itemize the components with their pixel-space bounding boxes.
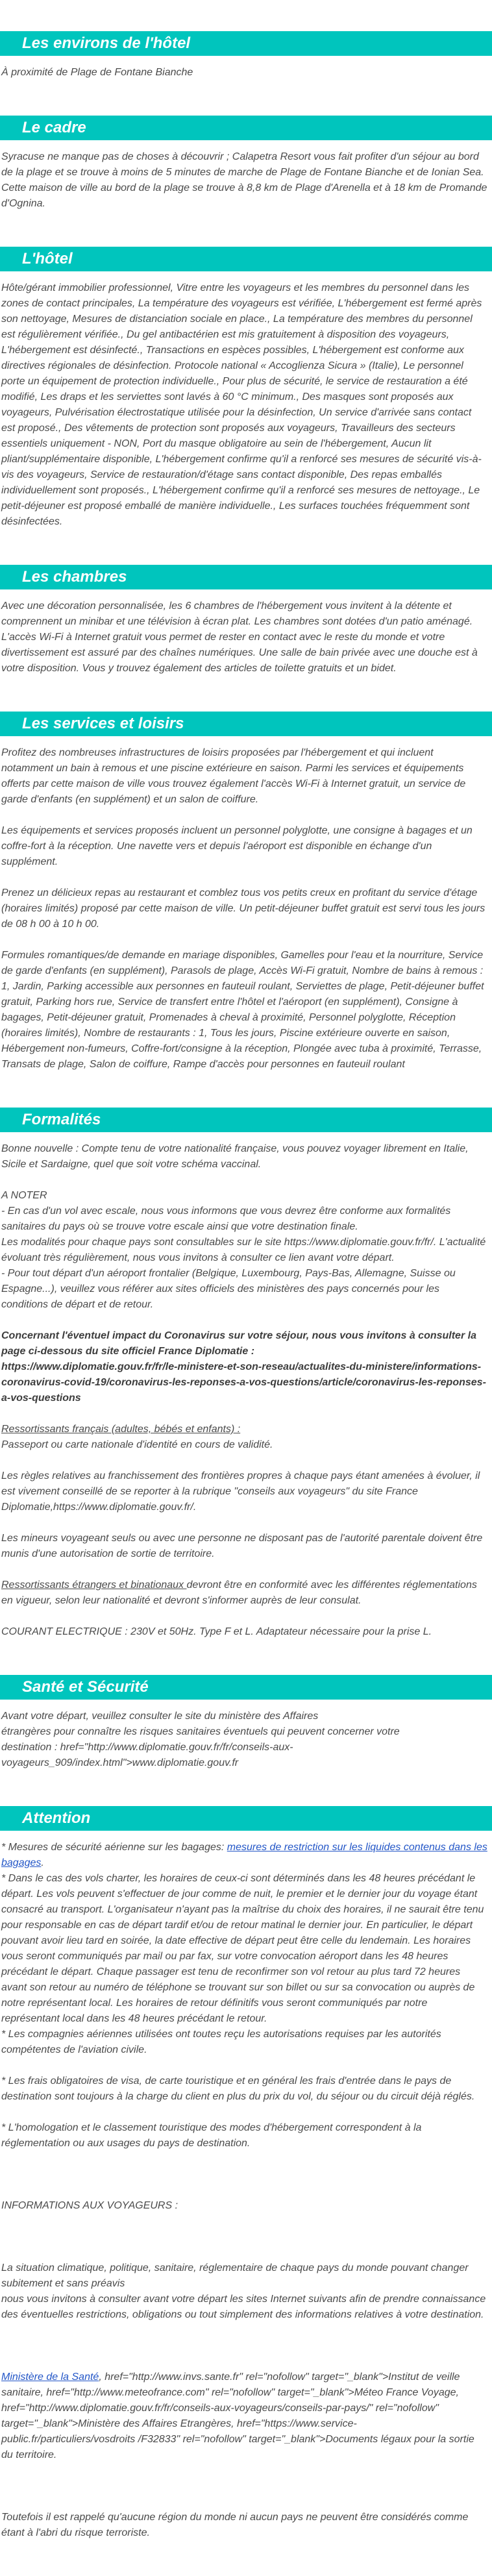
section-title: Les chambres [22,568,127,586]
paragraph [1,1624,488,1640]
paragraph [1,2027,488,2058]
paragraph [1,149,488,212]
text-run: Avant votre départ, veuillez consulter le site du ministère des Affaires [1,1711,319,1722]
text-run: Formules romantiques/de demande en mariage disponibles, Gamelles pour l'eau et la nourriture, Service de garde d'enfants (en supplément), Parasols de plage, Accès Wi-Fi gratuit, Nombre de bains à remous : 1, Jardin, Parking accessible aux personnes en fauteuil roulant, Serviettes de plage, Petit-déjeuner buffet gratuit, Parking hors rue, Service de transfert entre l'hôtel et l'aéroport (en supplément), Consigne à bagages, Petit-déjeuner gratuit, Promenades à cheval à proximité, Personnel polyglotte, Réception (horaires limités), Nombre de restaurants : 1, Tous les jours, Piscine extérieure ouverte en saison, Hébergement non-fumeurs, Coffre-fort/consigne à la réception, Plongée avec tuba à proximité, Terrasse, Transats de plage, Salon de coiffure, Rampe d'accès pour personnes en fauteuil roulant [1,950,484,1070]
paragraph [1,2292,488,2323]
paragraph [1,1871,488,2027]
section-le-cadre [0,116,492,212]
text-run: Les modalités pour chaque pays sont consultables sur le site https://www.diplomatie.gouv.fr/fr/. L'actualité évoluant très régulièrement, nous vous invitons à consulter ce lien avant votre départ. [1,1237,486,1263]
paragraph [1,2120,488,2151]
paragraph [1,2510,488,2541]
paragraph [1,745,488,808]
text-run: * Les frais obligatoires de visa, de carte touristique et en général les frais d'entrée dans le pays de destination sont toujours à la charge du client en plus du prix du vol, du séjour ou du circuit déjà réglés. [1,2075,475,2102]
text-link[interactable]: Ministère de la Santé [1,2372,99,2383]
text-run: - En cas d'un vol avec escale, nous vous informons que vous devrez être conforme aux formalités sanitaires du pays où se trouve votre escale ainsi que votre destination finale. [1,1206,451,1232]
section-title: Le cadre [22,119,86,136]
paragraph [1,1740,488,1771]
section-header-bar [0,116,492,140]
text-run: - Pour tout départ d'un aéroport frontalier (Belgique, Luxembourg, Pays-Bas, Allemagne, Suisse ou Espagne...), veuillez vous référer aux sites officiels des ministères des pays concernés pour les conditions de départ et de retour. [1,1268,456,1310]
text-run: * Dans le cas des vols charter, les horaires de ceux-ci sont déterminés dans les 48 heures précédant le départ. Les vols peuvent s'effectuer de jour comme de nuit, le premier et le dernier jour du voyage étant consacré au transport. L'organisateur n'ayant pas la maîtrise du choix des horaires, il ne saurait être tenu pour responsable en cas de départ tardif et/ou de retour matinal le dernier jour. En particulier, le départ pouvant avoir lieu tard en soirée, la date effective de départ peut être celle du lendemain. Les horaires vous seront communiqués par mail ou par fax, sur votre convocation aéroport dans les 48 heures précédant le départ. Chaque passager est tenu de reconfirmer son vol retour au plus tard 72 heures avant son retour au numéro de téléphone se trouvant sur son billet ou sur sa convocation ou auprès de notre représentant local. Les horaires de retour définitifs vous seront communiqués par notre représentant local dans les 48 heures précédant le retour. [1,1873,484,2024]
text-run: Prenez un délicieux repas au restaurant et comblez tous vos petits creux en profitant du service d'étage (horaires limités) proposé par cette maison de ville. Un petit-déjeuner buffet gratuit est servi tous les jours de 08 h 00 à 10 h 00. [1,887,486,930]
text-run: Les règles relatives au franchissement des frontières propres à chaque pays étant amenées à évoluer, il est vivement conseillé de se reporter à la rubrique "conseils aux voyageurs" du site France Diplomatie,https://www.diplomatie.gouv.fr/. [1,1470,480,1513]
paragraph [1,948,488,1072]
paragraph [1,1266,488,1313]
section-content [0,56,492,80]
text-run: A NOTER [1,1190,47,1201]
paragraph [1,599,488,676]
section-les-services-et-loisirs [0,712,492,1072]
paragraph [1,1204,488,1235]
section-content [0,736,492,1072]
section-title: Santé et Sécurité [22,1678,149,1696]
section-content [0,271,492,530]
paragraph [1,280,488,530]
text-run: Profitez des nombreuses infrastructures de loisirs proposées par l'hébergement et qui incluent notamment un bain à remous et une piscine extérieure en saison. Parmi les services et équipements offerts par cette maison de ville vous trouvez également l'accès Wi-Fi à Internet gratuit, un service de garde d'enfants (en supplément) et un salon de coiffure. [1,747,466,805]
section-title: Attention [22,1809,91,1827]
paragraph [1,1709,488,1724]
text-run: étrangères pour connaître les risques sanitaires éventuels qui peuvent concerner votre [1,1726,400,1737]
text-run: * Mesures de sécurité aérienne sur les bagages: [1,1842,227,1853]
paragraph [1,1531,488,1562]
section-header-bar [0,712,492,736]
paragraph [1,1724,488,1740]
section-les-environs-de-l-hotel [0,31,492,80]
paragraph [1,1188,488,1204]
section-title: Les environs de l'hôtel [22,34,191,52]
paragraph [1,1235,488,1266]
text-run: Hôte/gérant immobilier professionnel, Vitre entre les voyageurs et les membres du personnel dans les zones de contact principales, La température des voyageurs est vérifiée, L'hébergement est fermé après son nettoyage, Mesures de distanciation sociale en place., La température des membres du personnel est régulièrement vérifiée., Du gel antibactérien est mis gratuitement à disposition des voyageurs, L'hébergement est désinfecté., Transactions en espèces possibles, L'hébergement est conforme aux directives régionales de désinfection. Protocole national « Accoglienza Sicura » (Italie), Le personnel porte un équipement de protection individuelle., Pour plus de sécurité, le service de restauration a été modifié, Les draps et les serviettes sont lavés à 60 °C minimum., Des masques sont proposés aux voyageurs, Pulvérisation électrostatique utilisée pour la désinfection, Un service d'arrivée sans contact est proposé., Des vêtements de protection sont proposés aux voyageurs, Travailleurs des secteurs essentiels uniquement - NON, Port du masque obligatoire au sein de l'hébergement, Aucun lit pliant/supplémentaire disponible, L'hébergement confirme qu'il a renforcé ses mesures de sécurité vis-à-vis des voyageurs, Service de restauration/d'étage sans contact disponible, Des repas emballés individuellement sont proposés., L'hébergement confirme qu'il a renforcé ses mesures de nettoyage., Le petit-déjeuner est proposé emballé de manière individuelle., Les surfaces touchées fréquemment sont désinfectées. [1,282,482,527]
paragraph [1,1422,488,1437]
text-run: Les équipements et services proposés incluent un personnel polyglotte, une consigne à bagages et un coffre-fort à la réception. Une navette vers et depuis l'aéroport est disponible en échange d'un supplément. [1,825,473,867]
paragraph [1,886,488,932]
paragraph [1,1468,488,1515]
text-run: À proximité de Plage de Fontane Bianche [1,67,193,78]
paragraph [1,1840,488,1871]
text-run: Les mineurs voyageant seuls ou avec une personne ne disposant pas de l'autorité parentale doivent être munis d'une autorisation de sortie de territoire. [1,1533,483,1559]
text-run: * L'homologation et le classement touristique des modes d'hébergement correspondent à la réglementation ou aux usages du pays de destination. [1,2122,422,2149]
paragraph [1,1328,488,1359]
paragraph [1,1437,488,1453]
section-header-bar [0,565,492,589]
section-content [0,1132,492,1640]
section-sante-et-securite [0,1675,492,1771]
text-run: Syracuse ne manque pas de choses à découvrir ; Calapetra Resort vous fait profiter d'un séjour au bord de la plage et se trouve à moins de 5 minutes de marche de Plage de Fontane Bianche et de Ionian Sea. Cette maison de ville au bord de la plage se trouve à 8,8 km de Plage d'Arenella et à 18 km de Promande d'Ognina. [1,151,487,209]
section-attention [0,1806,492,2541]
section-formalites [0,1108,492,1640]
text-run: Avec une décoration personnalisée, les 6 chambres de l'hébergement vous invitent à la détente et comprennent un minibar et une télévision à écran plat. Les chambres sont dotées d'un patio aménagé. L'accès Wi-Fi à Internet gratuit vous permet de rester en contact avec le reste du monde et votre divertissement est assuré par des chaînes numériques. Une salle de bain privée avec une douche est à votre disposition. Vous y trouvez également des articles de toilette gratuits et un bidet. [1,601,478,674]
paragraph [1,1578,488,1609]
section-l-hotel [0,247,492,530]
text-run: . [41,1857,44,1868]
text-run: devront être en conformité avec les différentes réglementations en vigueur, selon leur nationalité et devront s'informer auprès de leur consulat. [1,1579,477,1606]
section-header-bar [0,1108,492,1132]
paragraph [1,1141,488,1172]
section-header-bar [0,31,492,56]
paragraph [1,2370,488,2463]
text-run: INFORMATIONS AUX VOYAGEURS : [1,2200,178,2211]
text-run: Ressortissants français (adultes, bébés et enfants) : [1,1424,241,1435]
text-run: Concernant l'éventuel impact du Coronavirus sur votre séjour, nous vous invitons à consulter la page ci-dessous du site officiel France Diplomatie : [1,1330,476,1357]
text-run: https://www.diplomatie.gouv.fr/fr/le-ministere-et-son-reseau/actualites-du-ministere/informations-coronavirus-covid-19/coronavirus-les-reponses-a-vos-questions/article/coronavirus-les-reponses-a-vos-questions [1,1361,486,1404]
paragraph [1,2260,488,2292]
text-run: La situation climatique, politique, sanitaire, réglementaire de chaque pays du monde pouvant changer subitement et sans préavis [1,2262,469,2289]
section-title: L'hôtel [22,250,73,267]
paragraph [1,1359,488,1406]
section-title: Les services et loisirs [22,715,184,732]
text-run: , href="http://www.invs.sante.fr" rel="nofollow" target="_blank">Institut de veille sanitaire, href="http://www.meteofrance.com" rel="nofollow" target="_blank">Méteo France Voyage, href="http://www.diplomatie.gouv.fr/fr/conseils-aux-voyageurs/conseils-par-pays/" rel="nofollow" target="_blank">Ministère des Affaires Etrangères, href="https://www.service-public.fr/particuliers/vosdroits /F32833" rel="nofollow" target="_blank">Documents légaux pour la sortie du territoire. [1,2372,474,2460]
paragraph [1,823,488,870]
text-run: destination : href="http://www.diplomatie.gouv.fr/fr/conseils-aux-voyageurs_909/index.html">www.diplomatie.gouv.fr [1,1742,293,1768]
section-content [0,1700,492,1771]
section-header-bar [0,1675,492,1700]
section-content [0,589,492,676]
text-run: Ressortissants étrangers et binationaux [1,1579,187,1591]
section-header-bar [0,1806,492,1831]
section-content [0,1831,492,2541]
text-run: Toutefois il est rappelé qu'aucune région du monde ni aucun pays ne peuvent être considérés comme étant à l'abri du risque terroriste. [1,2512,469,2538]
text-run: Bonne nouvelle : Compte tenu de votre nationalité française, vous pouvez voyager librement en Italie, Sicile et Sardaigne, quel que soit votre schéma vaccinal. [1,1143,469,1170]
section-content [0,140,492,212]
section-title: Formalités [22,1111,101,1128]
section-les-chambres [0,565,492,676]
text-run: Passeport ou carte nationale d'identité en cours de validité. [1,1439,273,1450]
text-run: * Les compagnies aériennes utilisées ont toutes reçu les autorisations requises par les autorités compétentes de l'aviation civile. [1,2029,441,2055]
paragraph [1,65,488,80]
paragraph [1,2074,488,2105]
paragraph [1,2198,488,2214]
section-header-bar [0,247,492,271]
text-run: nous vous invitons à consulter avant votre départ les sites Internet suivants afin de prendre connaissance des éventuelles restrictions, obligations ou tout simplement des informations relatives à votre destination. [1,2294,486,2320]
text-link[interactable]: mesures de restriction sur les liquides contenus dans les bagages [1,1842,487,1868]
text-run: COURANT ELECTRIQUE : 230V et 50Hz. Type F et L. Adaptateur nécessaire pour la prise L. [1,1626,432,1637]
